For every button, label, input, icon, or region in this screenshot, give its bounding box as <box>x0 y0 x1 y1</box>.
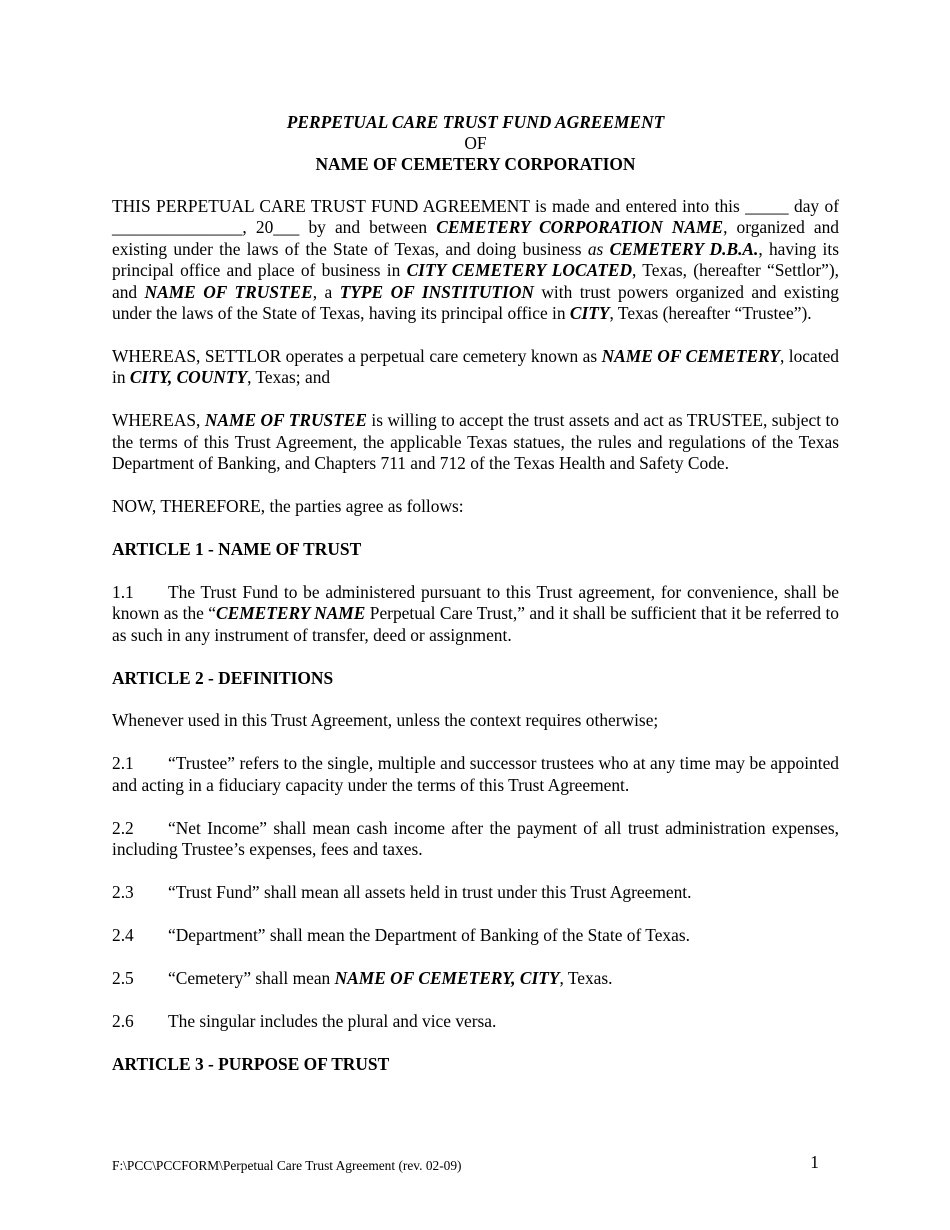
section-text: “Trust Fund” shall mean all assets held in trust under this Trust Agreement. <box>168 881 692 902</box>
trustee-name-placeholder: NAME OF TRUSTEE <box>204 410 368 431</box>
section-2-2 <box>112 818 839 861</box>
footer-file-path: F:\PCC\PCCFORM\Perpetual Care Trust Agreement (rev. 02-09) <box>112 1158 462 1173</box>
trustee-name-placeholder: NAME OF TRUSTEE <box>144 281 313 302</box>
cemetery-name-placeholder: CEMETERY NAME <box>216 603 366 624</box>
section-text: The Trust Fund to be administered pursuant to this Trust agreement, for convenience, shall be known as the “ <box>112 581 839 624</box>
section-2-4 <box>112 925 839 946</box>
intro-text: , organized and existing under the laws of the State of Texas, and doing business <box>112 217 839 259</box>
whereas-text: , located in <box>112 345 839 388</box>
intro-text: as <box>587 238 604 259</box>
section-1-1 <box>112 582 839 646</box>
section-2-6 <box>112 1011 839 1032</box>
whereas-paragraph-2 <box>112 410 839 474</box>
section-number: 2.6 <box>112 1010 134 1031</box>
city-county-placeholder: CITY, COUNTY <box>129 367 248 388</box>
dba-placeholder: CEMETERY D.B.A. <box>609 238 759 259</box>
section-text: The singular includes the plural and vice versa. <box>168 1010 497 1031</box>
whereas-text: WHEREAS, <box>112 410 205 431</box>
intro-text: , Texas (hereafter “Trustee”). <box>609 303 812 324</box>
cemetery-name-placeholder: NAME OF CEMETERY <box>601 345 780 366</box>
section-number: 2.3 <box>112 881 134 902</box>
definitions-lead: Whenever used in this Trust Agreement, unless the context requires otherwise; <box>112 710 659 731</box>
section-2-3 <box>112 882 839 903</box>
intro-text: THIS PERPETUAL CARE TRUST FUND AGREEMENT is made and entered into this _____ day of _______________, 20___ by and between <box>112 196 839 238</box>
corporation-name-placeholder: CEMETERY CORPORATION NAME <box>436 217 724 238</box>
intro-text: , having its principal office and place of business in <box>112 238 839 281</box>
whereas-text: , Texas; and <box>247 367 331 388</box>
institution-type-placeholder: TYPE OF INSTITUTION <box>339 281 534 302</box>
section-text: “Net Income” shall mean cash income after the payment of all trust administration expenses, including Trustee’s expenses, fees and taxes. <box>112 817 839 860</box>
section-text: , Texas. <box>559 967 613 988</box>
section-number: 2.2 <box>112 817 134 838</box>
section-2-5 <box>112 968 839 989</box>
title-line-1: PERPETUAL CARE TRUST FUND AGREEMENT <box>286 112 665 132</box>
whereas-text: WHEREAS, SETTLOR operates a perpetual care cemetery known as <box>112 345 602 366</box>
title-line-2: OF <box>464 133 487 153</box>
article-3-heading: ARTICLE 3 - PURPOSE OF TRUST <box>112 1053 390 1074</box>
section-number: 2.5 <box>112 967 134 988</box>
intro-text: with trust powers organized and existing under the laws of the State of Texas, having its principal office in <box>112 281 839 324</box>
section-number: 2.1 <box>112 753 134 774</box>
section-2-1 <box>112 753 839 796</box>
section-text: “Cemetery” shall mean <box>168 967 335 988</box>
whereas-paragraph-1 <box>112 346 839 389</box>
section-text: “Department” shall mean the Department of Banking of the State of Texas. <box>168 924 690 945</box>
title-line-3: NAME OF CEMETERY CORPORATION <box>315 154 636 174</box>
section-text: “Trustee” refers to the single, multiple and successor trustees who at any time may be appointed and acting in a fiduciary capacity under the terms of this Trust Agreement. <box>112 753 839 795</box>
now-therefore-paragraph: NOW, THEREFORE, the parties agree as follows: <box>112 495 464 516</box>
article-2-heading: ARTICLE 2 - DEFINITIONS <box>112 667 334 688</box>
whereas-text: is willing to accept the trust assets and act as TRUSTEE, subject to the terms of this Trust Agreement, the applicable Texas statues, the rules and regulations of the Texas Department of Banking, and Chapters 711 and 712 of the Texas Health and Safety Code. <box>112 410 839 474</box>
cemetery-city-placeholder: NAME OF CEMETERY, CITY <box>334 967 560 988</box>
city-placeholder: CITY <box>569 303 610 324</box>
intro-paragraph <box>112 196 839 324</box>
city-located-placeholder: CITY CEMETERY LOCATED <box>406 260 633 281</box>
section-number: 2.4 <box>112 924 134 945</box>
page-number: 1 <box>810 1152 819 1172</box>
intro-text: , Texas, (hereafter “Settlor”), and <box>112 260 839 302</box>
document-title <box>112 112 839 175</box>
intro-text: , a <box>312 281 340 302</box>
section-number: 1.1 <box>112 581 134 602</box>
section-text: Perpetual Care Trust,” and it shall be sufficient that it be referred to as such in any instrument of transfer, deed or assignment. <box>112 603 839 645</box>
article-1-heading: ARTICLE 1 - NAME OF TRUST <box>112 538 362 559</box>
document-page <box>112 112 839 1096</box>
